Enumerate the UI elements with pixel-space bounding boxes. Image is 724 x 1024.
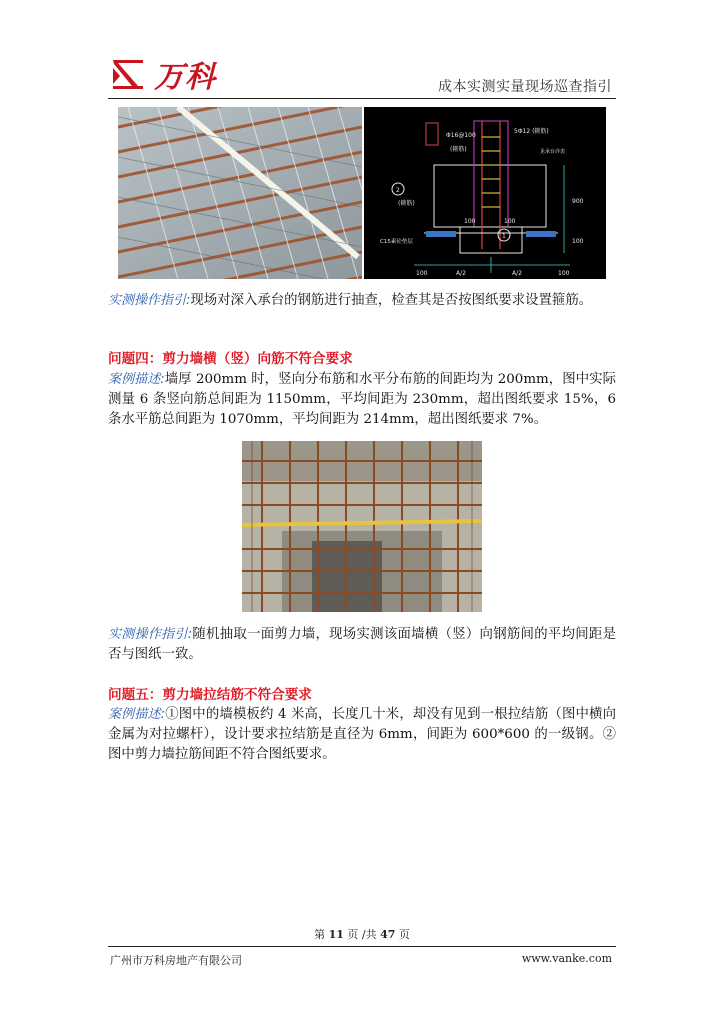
vanke-logo-icon <box>110 56 146 92</box>
drawing-label-right-note: 见承台详表 <box>540 149 566 155</box>
page-number: 第 11 页 /共 47 页 <box>314 928 410 941</box>
header-title: 成本实测实量现场巡查指引 <box>438 79 612 95</box>
drawing-mark-1: 1 <box>502 233 506 240</box>
rebar-cage-photo <box>118 107 362 279</box>
drawing-label-top-right: 5Φ12 (箍筋) <box>514 128 549 135</box>
drawing-dim-side-2: 100 <box>572 238 584 245</box>
drawing-label-top-left: Φ16@100 <box>446 132 476 139</box>
header-divider <box>108 98 616 99</box>
drawing-dim-100-b: 100 <box>504 218 516 225</box>
drawing-dim-side: 900 <box>572 198 584 205</box>
guide-text: 随机抽取一面剪力墙，现场实测该面墙横（竖）向钢筋间的平均间距是否与图纸一致。 <box>108 627 616 662</box>
case-text: ①图中的墙模板约 4 米高，长度几十米，却没有见到一根拉结筋（图中横向金属为对拉螺杆），设计要求拉结筋是直径为 6mm，间距为 600*600 的一级钢。②图中剪力墙拉筋间距不符合图纸要求。 <box>108 707 616 762</box>
drawing-dim-a-half-1: A/2 <box>456 270 466 277</box>
footer-website: www.vanke.com <box>521 952 612 965</box>
case-text: 墙厚 200mm 时，竖向分布筋和水平分布筋的间距均为 200mm，图中实际测量 6 条竖向筋总间距为 1150mm，平均间距为 230mm，超出图纸要求 15%，6 条水平筋总间距为 1070mm，平均间距为 214mm，超出图纸要求 7%。 <box>108 372 616 427</box>
drawing-dim-right: 100 <box>558 270 570 277</box>
issue5-case <box>108 705 616 765</box>
vanke-logo <box>110 52 240 96</box>
drawing-dim-a-half-2: A/2 <box>512 270 522 277</box>
drawing-dim-100-a: 100 <box>464 218 476 225</box>
logo-text: 万科 <box>154 60 216 95</box>
guide-lead: 实测操作指引: <box>108 627 193 642</box>
drawing-label-top-left-sub: (箍筋) <box>450 146 467 153</box>
footer-company: 广州市万科房地产有限公司 <box>110 954 242 967</box>
shear-wall-rebar-photo <box>242 441 482 612</box>
drawing-cushion-label: C15素砼垫层 <box>380 239 413 245</box>
drawing-mark-2: 2 <box>396 187 400 194</box>
issue4-case <box>108 370 616 430</box>
guide-lead: 实测操作指引: <box>108 293 191 308</box>
drawing-dim-left: 100 <box>416 270 428 277</box>
footer-divider <box>108 946 616 947</box>
issue4-guide <box>108 625 616 665</box>
issue4-heading: 问题四：剪力墙横（竖）向筋不符合要求 <box>108 351 353 367</box>
drawing-mark-2-sub: (箍筋) <box>398 200 415 207</box>
case-lead: 案例描述: <box>108 372 165 387</box>
case-lead: 案例描述: <box>108 707 166 722</box>
issue5-heading: 问题五：剪力墙拉结筋不符合要求 <box>108 687 312 703</box>
total-pages: 47 <box>380 928 396 941</box>
guide-text: 现场对深入承台的钢筋进行抽查，检查其是否按图纸要求设置箍筋。 <box>190 293 593 308</box>
section1-guide <box>108 291 616 311</box>
current-page: 11 <box>328 928 344 941</box>
pile-cap-cad-drawing <box>364 107 606 279</box>
